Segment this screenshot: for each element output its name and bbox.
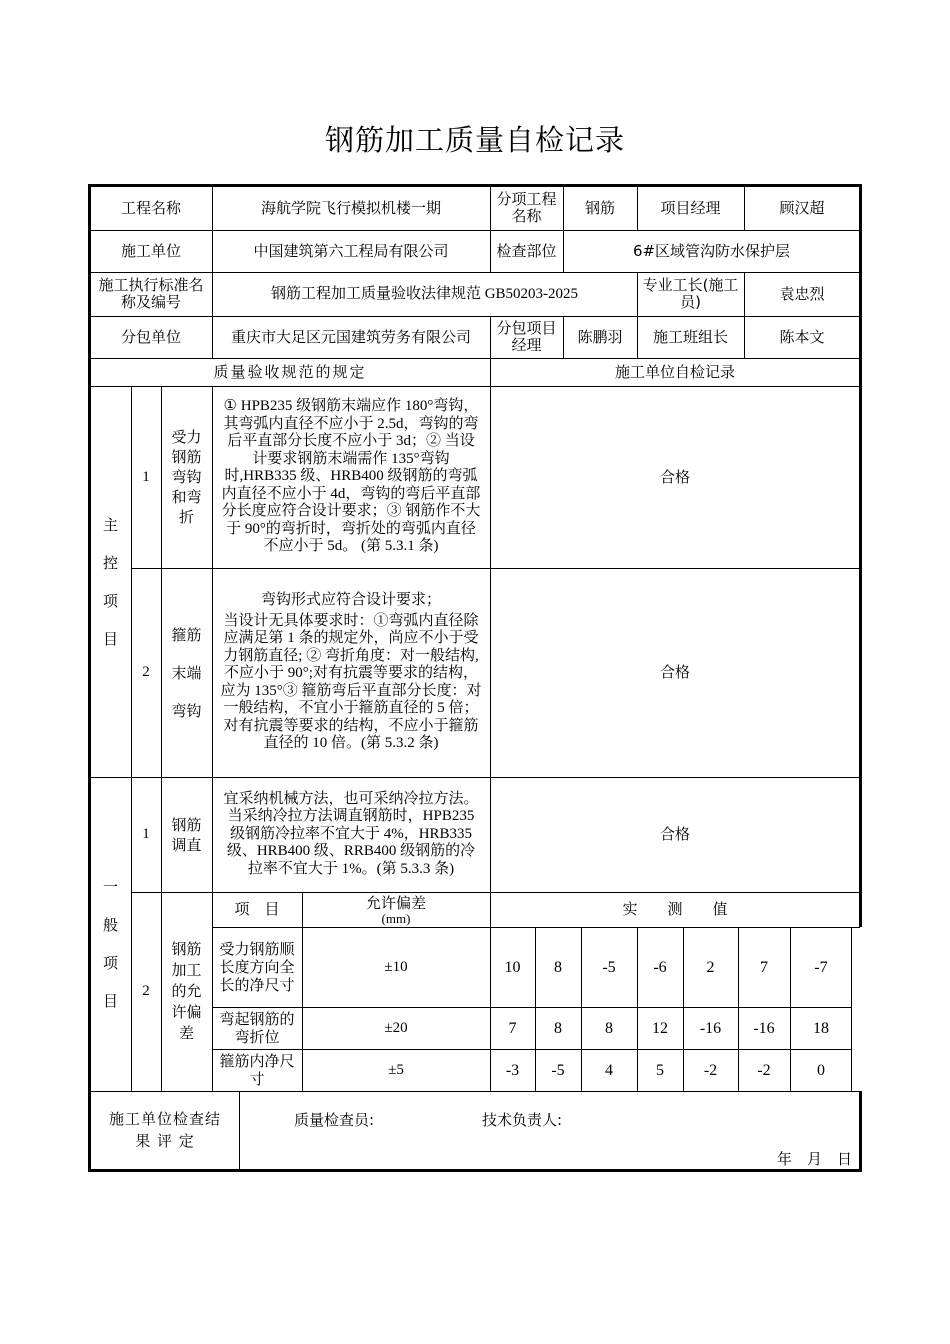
subcontractor: 重庆市大足区元国建筑劳务有限公司: [230, 327, 471, 346]
main-control-label: 主 控 项 目: [102, 515, 118, 648]
deviation-row-name: 受力钢筋顺长度方向全长的净尺寸: [219, 940, 295, 994]
measured-value: -7: [814, 958, 828, 976]
deviation-row-tolerance: ±20: [384, 1019, 408, 1036]
measured-value: -2: [703, 1061, 718, 1079]
inspect-part-label: 检查部位: [496, 241, 557, 260]
measured-value: 4: [605, 1061, 613, 1079]
measured-value: 8: [554, 1019, 562, 1037]
team-leader: 陈本文: [779, 327, 825, 346]
measured-value: 0: [817, 1061, 825, 1079]
inspect-part: 6#区域管沟防水保护层: [632, 241, 791, 260]
item-result: 合格: [659, 467, 690, 486]
spec-header: 质量验收规范的规定: [213, 362, 367, 381]
measured-value: 5: [656, 1061, 664, 1079]
measured-value: -3: [505, 1061, 520, 1079]
deviation-row-tolerance: ±5: [388, 1061, 404, 1078]
contractor-label: 施工单位: [120, 241, 181, 260]
standard: 钢筋工程加工质量验收法律规范 GB50203-2025: [270, 285, 579, 302]
measured-value: 18: [813, 1019, 829, 1037]
measured-value: -16: [699, 1019, 722, 1037]
sub-item: 钢筋: [584, 198, 615, 217]
page-title: 钢筋加工质量自检记录: [324, 123, 625, 157]
item-result: 合格: [659, 825, 690, 843]
item-name: 受力钢筋弯钩和弯折: [171, 428, 202, 526]
team-leader-label: 施工班组长: [652, 327, 728, 346]
item-number: 1: [142, 468, 150, 485]
measured-value: -2: [757, 1061, 771, 1079]
subcontractor-label: 分包单位: [120, 327, 181, 346]
contractor: 中国建筑第六工程局有限公司: [253, 241, 449, 260]
footer-label: 施工单位检查结 果 评 定: [108, 1110, 221, 1150]
measured-value: 7: [508, 1019, 517, 1037]
general-label: 一 般 项 目: [102, 878, 118, 1010]
foreman: 袁忠烈: [779, 284, 825, 303]
item-number: 2: [142, 983, 150, 999]
measured-value: 8: [554, 958, 562, 976]
item-number: 2: [142, 664, 150, 680]
inspector-label: 质量检查员:: [294, 1110, 375, 1129]
measured-value: 2: [706, 958, 715, 976]
item-name: 钢筋 加工 的允 许偏 差: [171, 940, 202, 1042]
col-tolerance-header: 允许偏差 (mm): [365, 893, 426, 926]
measured-value: -5: [602, 958, 616, 976]
measured-value: -16: [753, 1019, 775, 1037]
measured-value: -6: [653, 958, 667, 976]
record-header: 施工单位自检记录: [614, 362, 735, 381]
item-name: 箍筋 末端 弯钩: [171, 625, 202, 720]
sub-item-label: 分项工程名称: [496, 190, 557, 225]
item-number: 1: [142, 826, 150, 842]
measured-value: 7: [760, 958, 768, 976]
col-measured-header: 实 测 值: [622, 900, 728, 918]
item-spec: 宜采纳机械方法，也可采纳冷拉方法。当采纳冷拉方法调直钢筋时，HPB235 级钢筋冷拉率不宜大于 4%，HRB335 级、HRB400 级、RRB400 级钢筋的冷拉率不宜大于 1%。(第 5.3.3 条): [223, 790, 479, 877]
item-name: 钢筋调直: [171, 815, 202, 854]
item-spec: 弯钩形式应符合设计要求； 当设计无具体要求时：①弯弧内直径除应满足第 1 条的规定外，尚应不小于受力钢筋直径; ② 弯折角度：对一般结构,不应小于 90°;对有抗震等要求的结构，应为 135°③ 箍筋弯后平直部分长度：对一般结构，不宜小于箍筋直径的 5 倍；对有抗震等要求的结构，不应小于箍筋直径的 10 倍。(第 5.3.2 条): [220, 592, 482, 752]
foreman-label: 专业工长(施工员): [642, 276, 739, 311]
sub-pm: 陈鹏羽: [577, 327, 623, 346]
measured-value: 12: [652, 1019, 668, 1037]
project-name: 海航学院飞行模拟机楼一期: [260, 198, 441, 217]
deviation-row-name: 箍筋内净尺寸: [219, 1052, 295, 1088]
item-spec: ① HPB235 级钢筋末端应作 180°弯钩，其弯弧内直径不应小于 2.5d，弯钩的弯后平直部分长度不应小于 3d；② 当设计要求钢筋末端需作 135°弯钩时,HRB335 级、HRB400 级钢筋的弯弧内直径不应小于 4d，弯钩的弯后平直部分长度应符合设计要求；③ 钢筋作不大于 90°的弯折时，弯折处的弯弧内直径不应小于 5d。 (第 5.3.1 条): [221, 398, 481, 555]
date-label: 年 月 日: [776, 1149, 852, 1168]
measured-value: -5: [551, 1061, 565, 1079]
pm-label: 项目经理: [660, 198, 721, 217]
item-result: 合格: [659, 663, 690, 681]
measured-value: 8: [605, 1019, 613, 1037]
col-item-header: 项 目: [234, 900, 280, 918]
deviation-row-name: 弯起钢筋的弯折位: [219, 1010, 295, 1046]
tech-lead-label: 技术负责人:: [482, 1110, 563, 1129]
standard-label: 施工执行标准名称及编号: [98, 276, 204, 311]
project-name-label: 工程名称: [120, 198, 181, 217]
deviation-row-tolerance: ±10: [384, 958, 408, 975]
measured-value: 10: [504, 958, 521, 976]
pm-name: 顾汉超: [779, 198, 825, 217]
sub-pm-label: 分包项目经理: [496, 319, 557, 354]
